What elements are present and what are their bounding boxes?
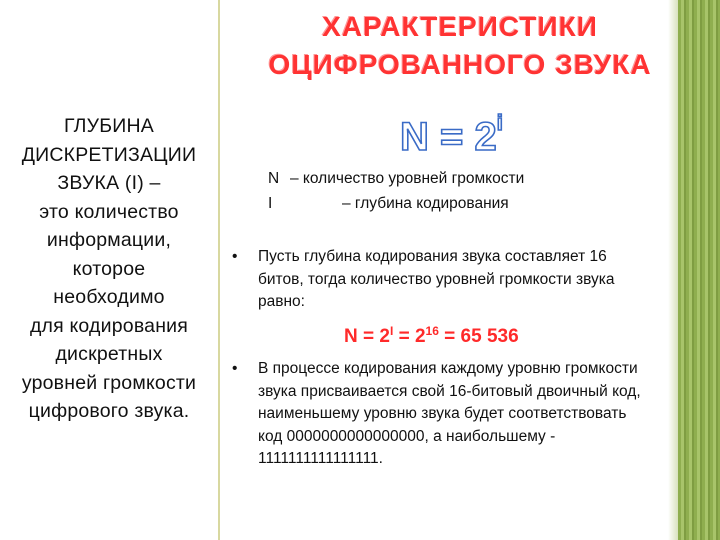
bullet-text-1: Пусть глубина кодирования звука составляет 16 битов, тогда количество уровней громкости звука равно:: [258, 248, 615, 310]
calc-part-3: = 65 536: [438, 326, 519, 347]
i-text: – глубина кодирования: [342, 195, 509, 212]
formula-exponent: i: [496, 110, 503, 135]
slide-title: [240, 8, 680, 84]
left-line: уровней громкости: [21, 371, 197, 394]
calc-part-2: = 2: [393, 326, 426, 347]
bullet-text-2: В процессе кодирования каждому уровню громкости звука присваивается свой 16-битовый двоичный код, наименьшему уровню звука будет соответствовать код 0000000000000000, а наибольшему - 1111111111111111.: [258, 360, 641, 467]
bullet-icon: •: [232, 360, 238, 377]
left-line: для кодирования: [29, 314, 189, 337]
definition-n: [268, 170, 524, 188]
bullet-icon: •: [232, 248, 238, 265]
left-line: ДИСКРЕТИЗАЦИИ: [21, 143, 197, 166]
decorative-stripe: [678, 0, 720, 540]
bullet-item-2: [232, 358, 642, 471]
formula-base: N = 2: [400, 115, 497, 159]
left-line: ЗВУКА (I) –: [57, 172, 161, 194]
main-formula: [400, 110, 503, 160]
calc-exp-2: 16: [425, 324, 439, 338]
left-line: которое: [72, 257, 146, 280]
n-text: – количество уровней громкости: [290, 170, 525, 187]
definition-i: [268, 195, 509, 213]
left-line: это количество: [39, 200, 179, 223]
i-symbol: I: [268, 195, 273, 212]
left-line: ГЛУБИНА: [64, 115, 154, 137]
left-line: цифрового звука.: [28, 400, 190, 422]
calc-part-1: N = 2: [344, 326, 390, 347]
bullet-item-1: [232, 246, 642, 314]
left-panel: [0, 0, 220, 540]
title-line-2: ОЦИФРОВАННОГО ЗВУКА: [268, 49, 652, 80]
left-line: необходимо: [53, 286, 165, 308]
left-line: дискретных: [55, 343, 163, 365]
title-line-1: ХАРАКТЕРИСТИКИ: [322, 11, 598, 42]
n-symbol: N: [268, 170, 280, 187]
calc-exp-1: I: [389, 324, 394, 338]
definition-block: [0, 112, 218, 426]
calculation: [344, 324, 519, 348]
left-line: информации,: [46, 229, 172, 251]
